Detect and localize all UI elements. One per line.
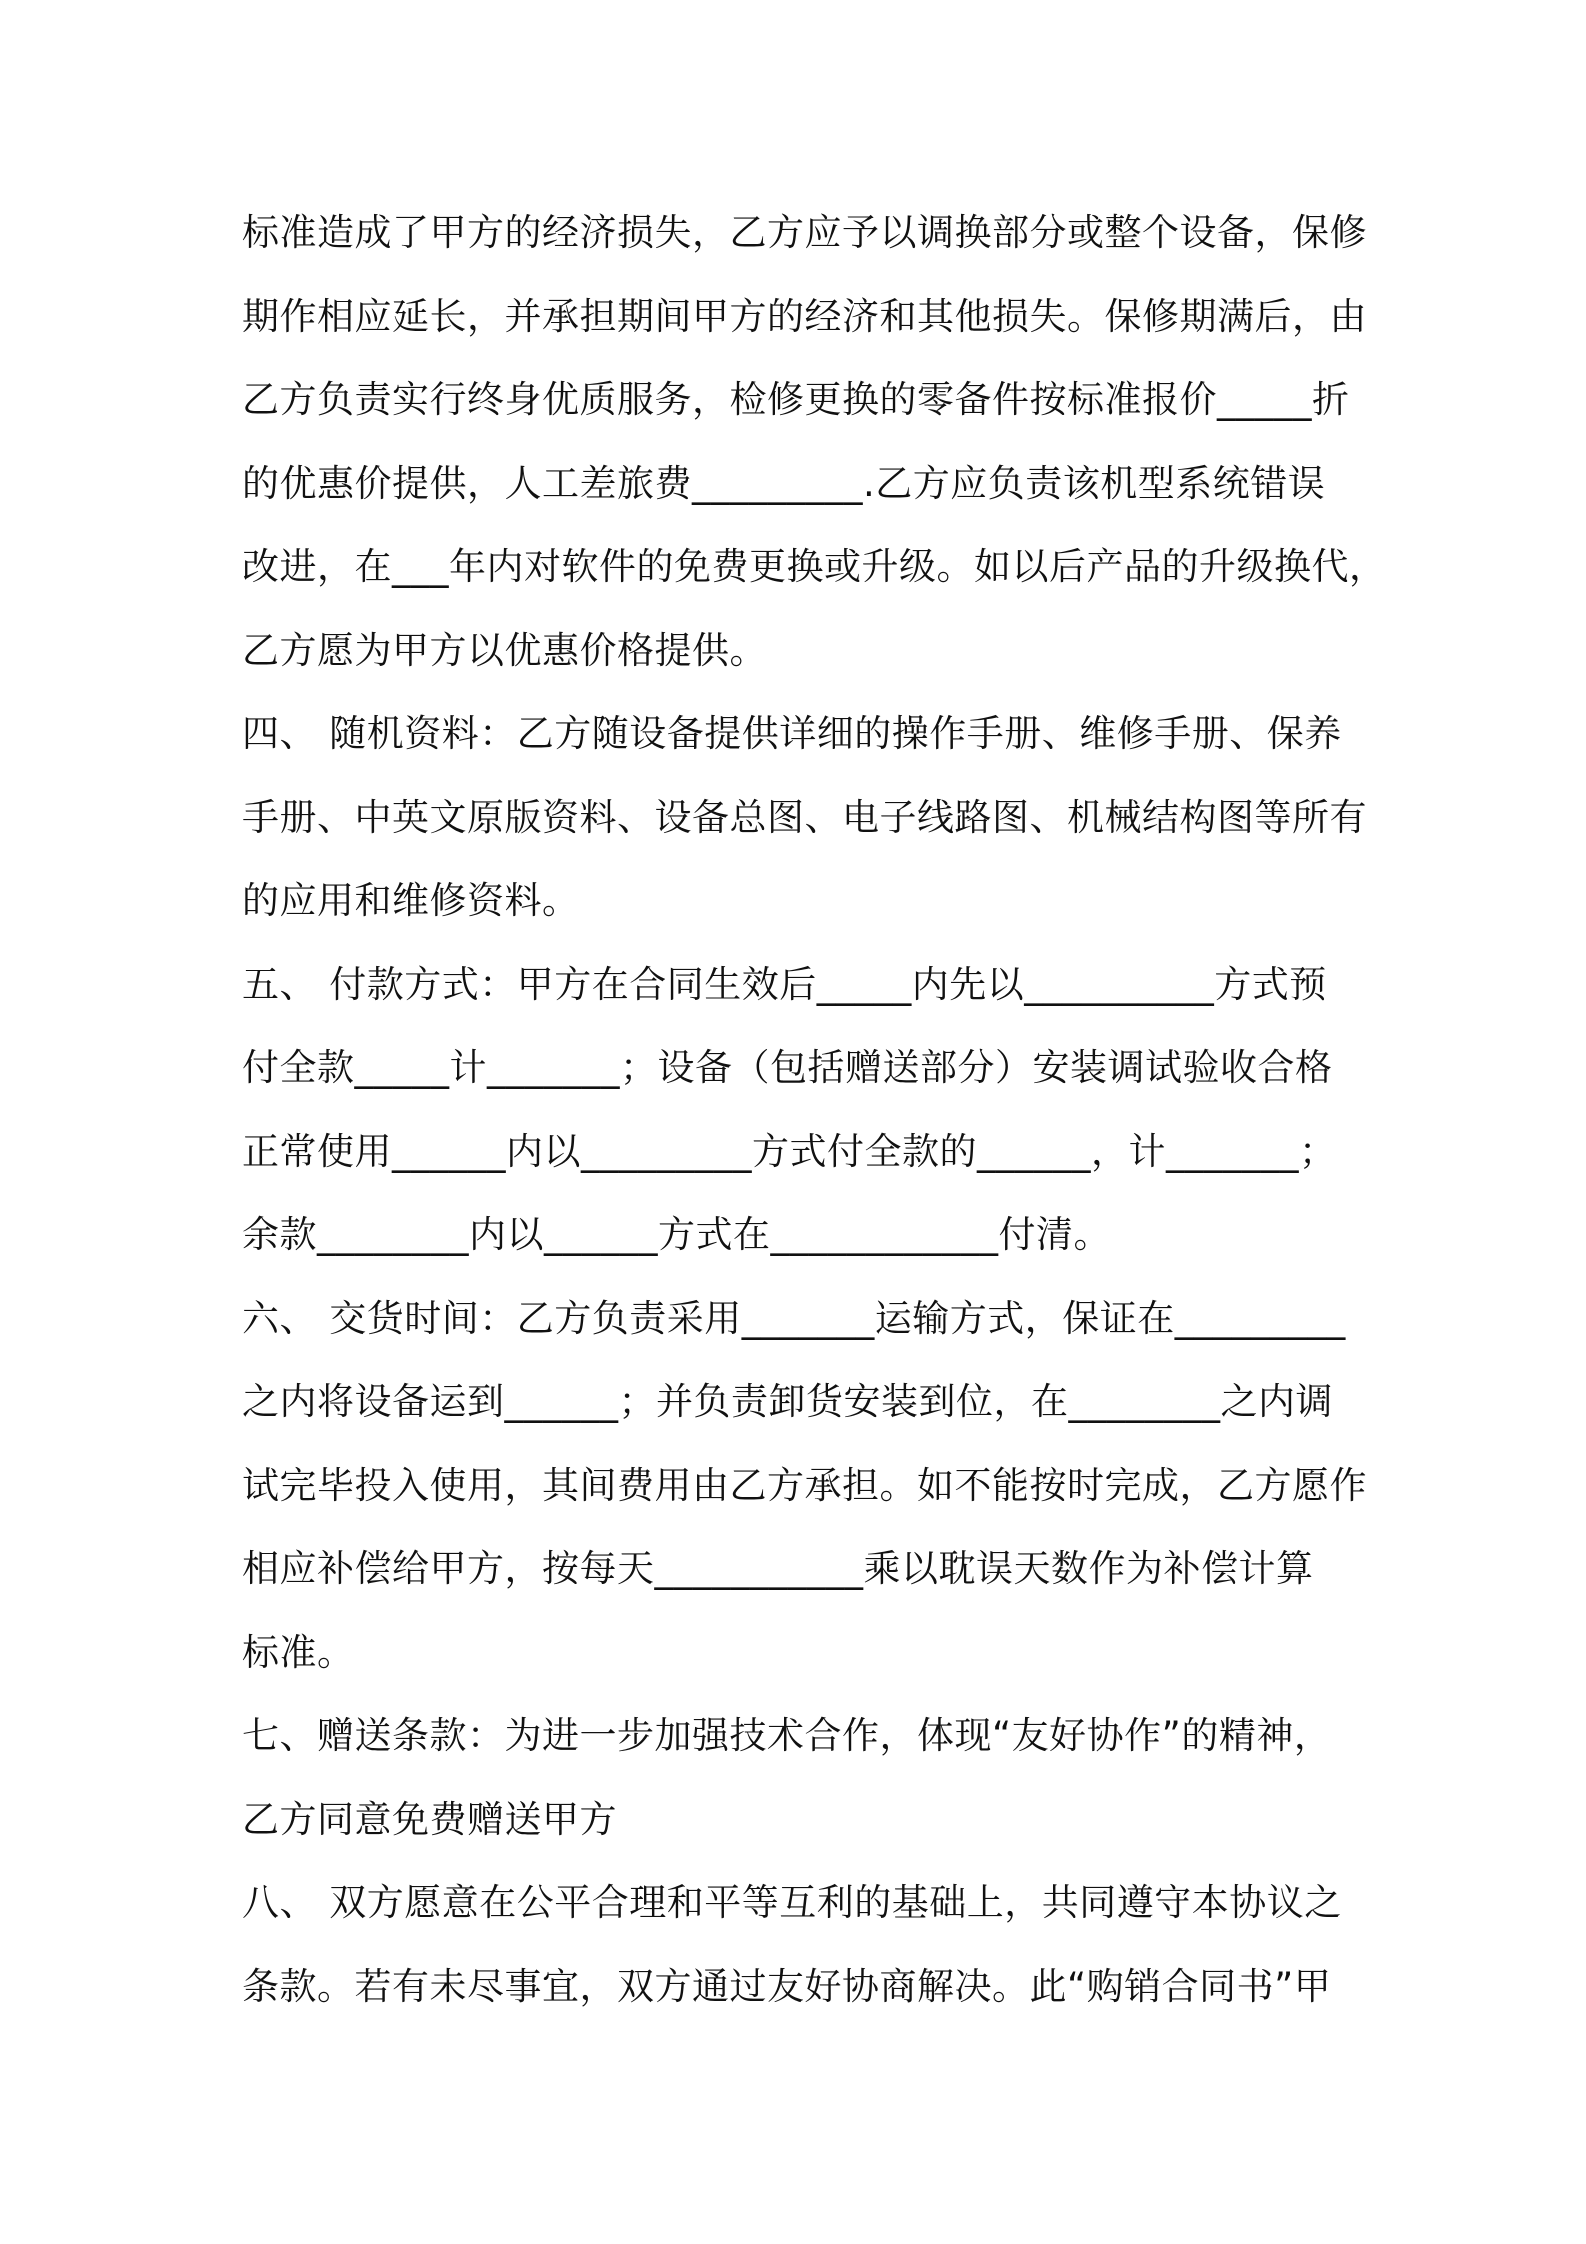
contract-text-body [242, 191, 1387, 2028]
text-line: 的应用和维修资料。 [242, 879, 580, 922]
text-line: 相应补偿给甲方，按每天___________乘以耽误天数作为补偿计算 [242, 1547, 1314, 1590]
text-line: 乙方负责实行终身优质服务，检修更换的零备件按标准报价_____折 [242, 378, 1350, 421]
text-line: 手册、中英文原版资料、设备总图、电子线路图、机械结构图等所有 [242, 795, 1367, 839]
text-line: 试完毕投入使用，其间费用由乙方承担。如不能按时完成，乙方愿作 [242, 1463, 1367, 1507]
text-line: 的优惠价提供，人工差旅费_________.乙方应负责该机型系统错误 [242, 461, 1326, 505]
text-line: 正常使用______内以_________方式付全款的______，计_______； [242, 1129, 1337, 1173]
text-line: 余款________内以______方式在____________付清。 [242, 1213, 1111, 1256]
clause-six-line: 六、 交货时间：乙方负责采用_______运输方式，保证在_________ [242, 1296, 1346, 1340]
clause-five-line: 五、 付款方式：甲方在合同生效后_____内先以__________方式预 [242, 962, 1327, 1006]
text-line: 期作相应延长，并承担期间甲方的经济和其他损失。保修期满后，由 [242, 294, 1367, 338]
clause-seven-line: 七、赠送条款：为进一步加强技术合作，体现“友好协作”的精神， [242, 1714, 1332, 1757]
text-line: 乙方同意免费赠送甲方 [242, 1797, 617, 1841]
text-line: 之内将设备运到______；并负责卸货安装到位，在________之内调 [242, 1380, 1333, 1423]
text-line: 标准造成了甲方的经济损失，乙方应予以调换部分或整个设备，保修 [242, 211, 1367, 254]
clause-eight-line: 八、 双方愿意在公平合理和平等互利的基础上，共同遵守本协议之 [242, 1881, 1342, 1924]
text-line: 乙方愿为甲方以优惠价格提供。 [242, 628, 767, 672]
clause-four-line: 四、 随机资料：乙方随设备提供详细的操作手册、维修手册、保养 [242, 712, 1342, 755]
text-line: 付全款_____计_______；设备（包括赠送部分）安装调试验收合格 [242, 1046, 1333, 1089]
text-line: 条款。若有未尽事宜，双方通过友好协商解决。此“购销合同书”甲 [242, 1964, 1332, 2008]
text-line: 改进，在___年内对软件的免费更换或升级。如以后产品的升级换代， [242, 545, 1387, 588]
text-line: 标准。 [242, 1630, 355, 1674]
